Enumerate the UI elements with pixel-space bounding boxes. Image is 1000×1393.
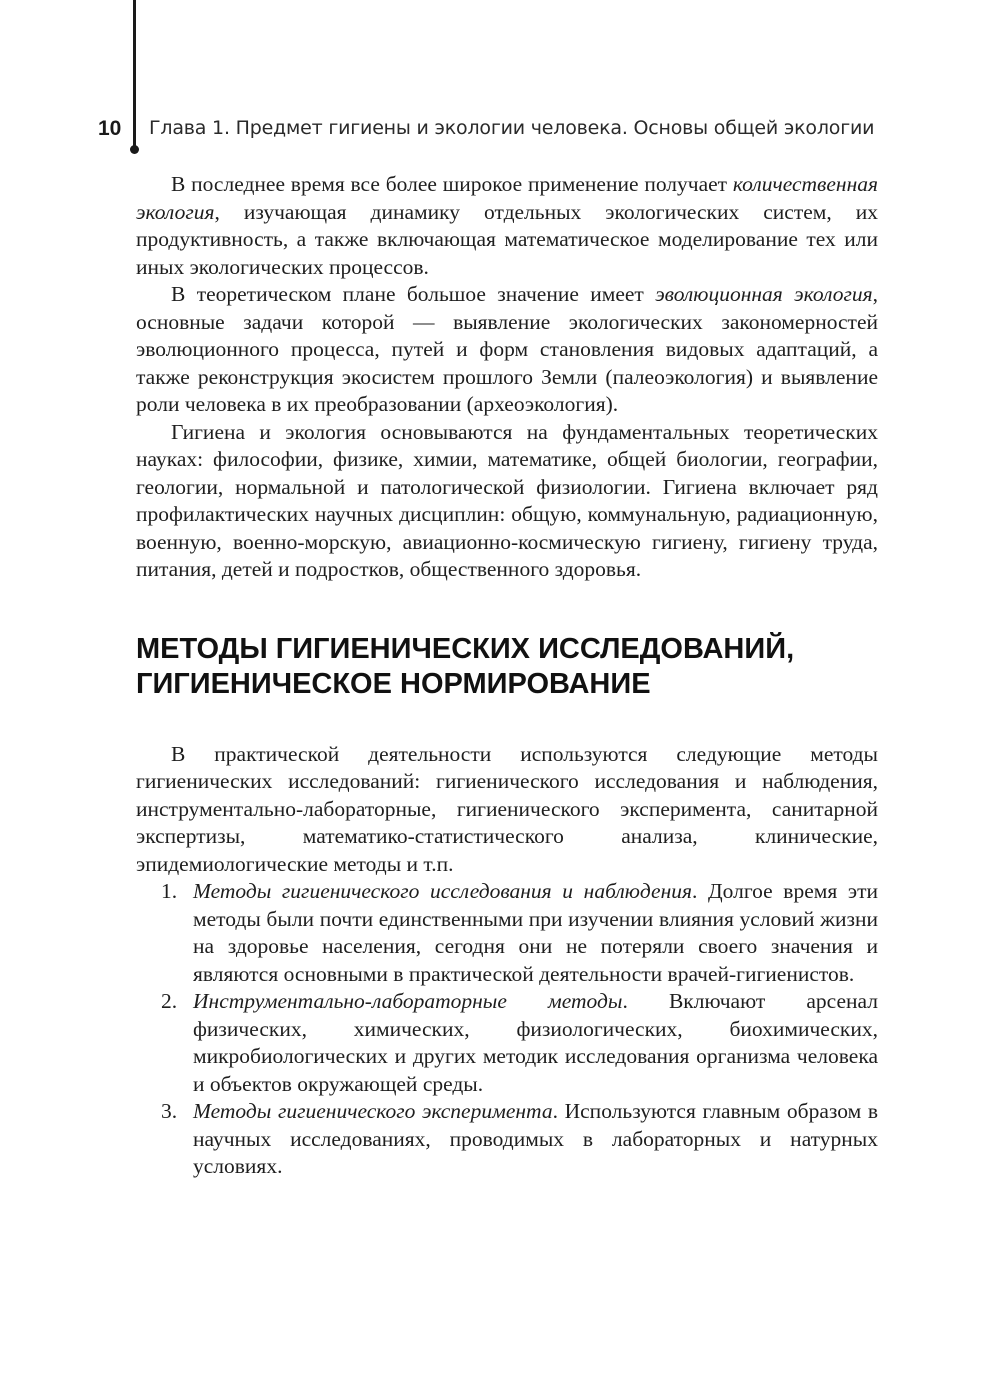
section-heading-line2: ГИГИЕНИЧЕСКОЕ НОРМИРОВАНИЕ	[136, 667, 651, 700]
list-item-text: . Используются главным образом в научных исследованиях, проводимых в лабораторных и натурных условиях.	[193, 1099, 878, 1178]
list-item-title: Методы гигиенического эксперимента	[193, 1099, 553, 1123]
list-item	[136, 988, 878, 1098]
paragraph-quantitative-ecology: В последнее время все более широкое применение получает количественная экология, изучающая динамику отдельных экологических систем, их продуктивность, а также включающая математическое моделирование тех или иных экологических процессов.	[136, 172, 878, 279]
page-body	[136, 171, 878, 1181]
list-item-text: . Долгое время эти методы были почти единственными при изучении влияния условий жизни на здоровье населения, сегодня они не потеряли своего значения и являются основными в практической деятельности врачей-гигиенистов.	[193, 879, 878, 986]
list-item	[136, 878, 878, 988]
methods-list	[136, 878, 878, 1181]
running-title: Глава 1. Предмет гигиены и экологии человека. Основы общей экологии	[149, 117, 875, 139]
header-rule	[133, 0, 136, 152]
section-heading	[136, 632, 878, 702]
list-item-title: Инструментально-лабораторные методы	[193, 989, 623, 1013]
term-quantitative-ecology: количественная экология	[136, 172, 878, 224]
header-rule-dot	[130, 145, 139, 154]
list-item-number: 2.	[161, 989, 178, 1013]
paragraph-foundations: Гигиена и экология основываются на фундаментальных теоретических науках: философии, физике, химии, математике, общей биологии, географии, геологии, нормальной и патологической физиологии. Гигиена включает ряд профилактических научных дисциплин: общую, коммунальную, радиационную, военную, военно-морскую, авиационно-космическую гигиену, гигиену труда, питания, детей и подростков, общественного здоровья.	[136, 419, 878, 581]
list-item-number: 3.	[161, 1099, 178, 1123]
list-item-number: 1.	[161, 879, 178, 903]
term-evolutionary-ecology: эволюционная экология	[655, 282, 873, 306]
list-item-title: Методы гигиенического исследования и наблюдения	[193, 879, 692, 903]
list-item	[136, 1098, 878, 1181]
section-heading-line1: МЕТОДЫ ГИГИЕНИЧЕСКИХ ИССЛЕДОВАНИЙ,	[136, 632, 795, 665]
section-intro-paragraph: В практической деятельности используются следующие методы гигиенических исследований: гигиенического исследования и наблюдения, инструментально-лабораторные, гигиенического эксперимента, санитарной экспертизы, математико-статистического анализа, клинические, эпидемиологические методы и т.п.	[136, 741, 878, 876]
list-item-text: . Включают арсенал физических, химических, физиологических, биохимических, микробиологических и других методик исследования организма человека и объектов окружающей среды.	[193, 989, 878, 1096]
paragraph-evolutionary-ecology: В теоретическом плане большое значение имеет эволюционная экология, основные задачи которой — выявление экологических закономерностей эволюционного процесса, путей и форм становления видовых адаптаций, а также реконструкция экосистем прошлого Земли (палеоэкология) и выявление роли человека в их преобразовании (археоэкология).	[136, 282, 878, 416]
page-number: 10	[98, 117, 122, 140]
